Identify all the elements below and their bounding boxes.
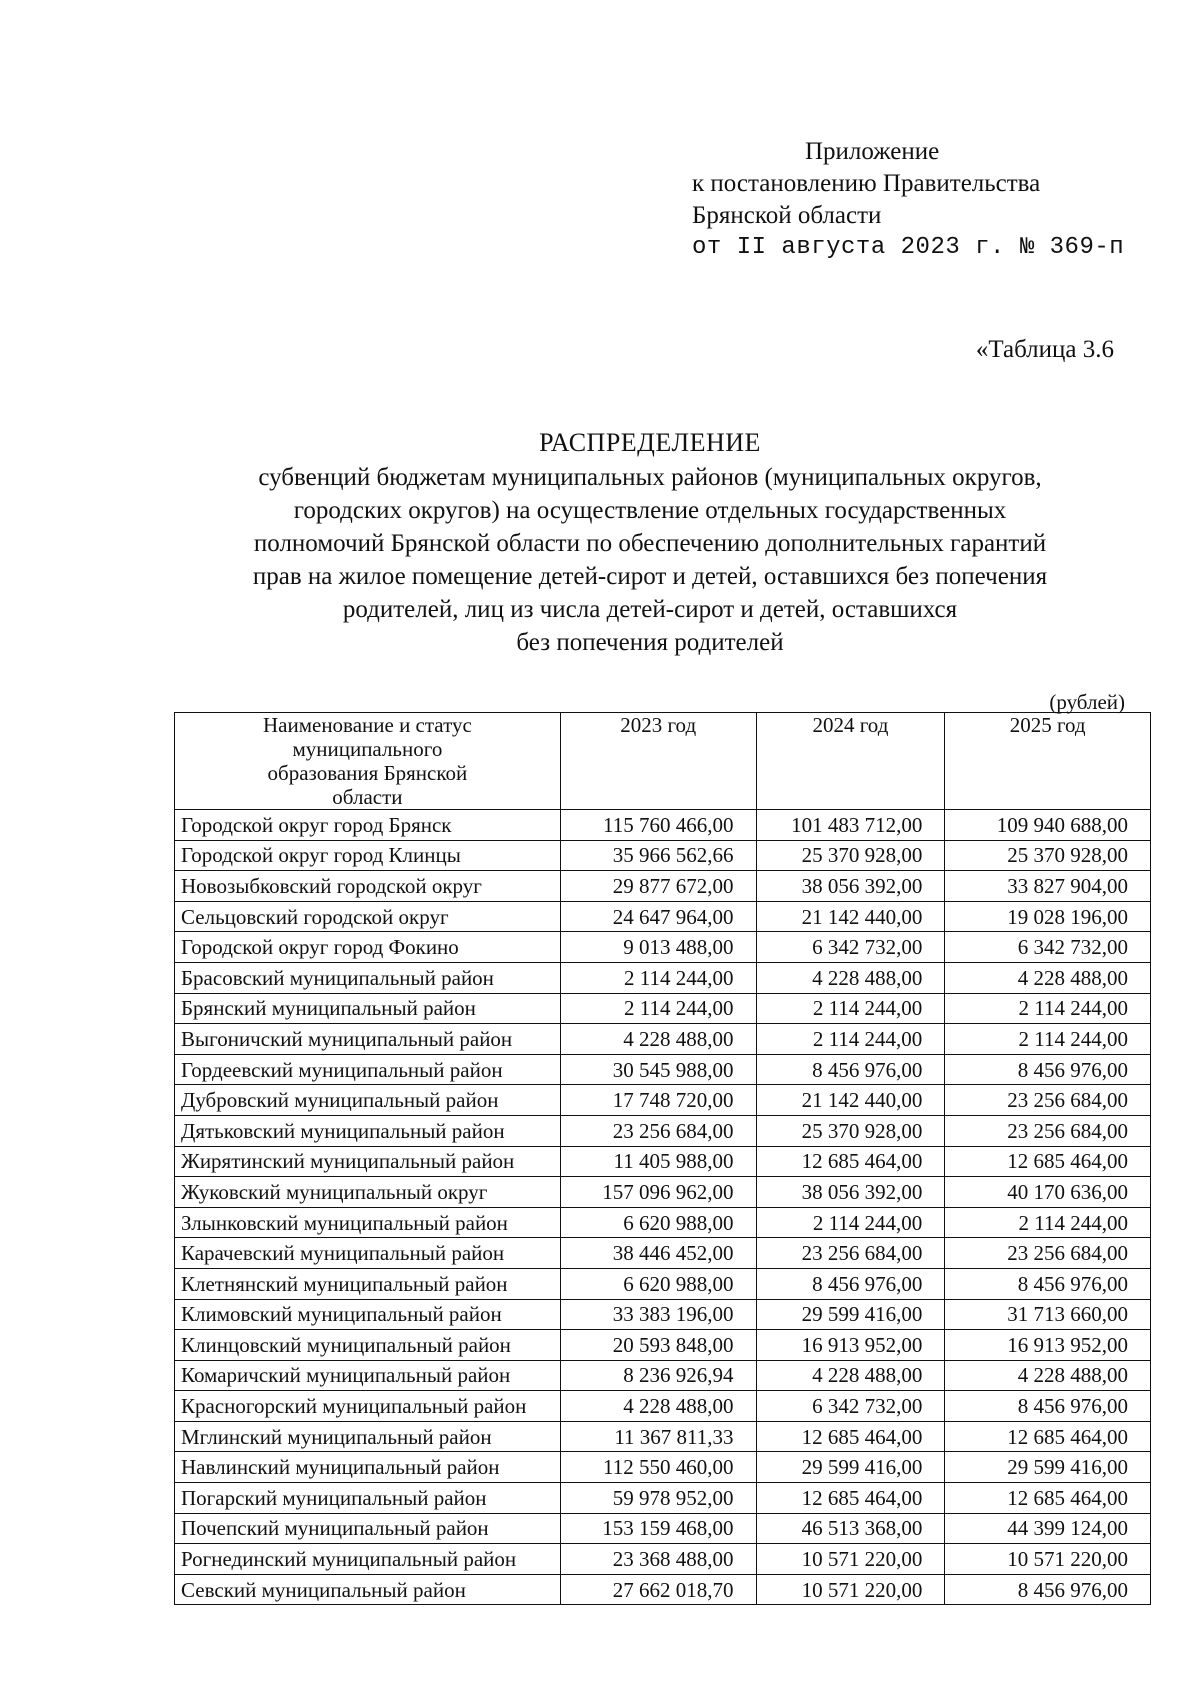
cell-2024: 12 685 464,00	[756, 1146, 945, 1177]
cell-2023: 11 405 988,00	[560, 1146, 756, 1177]
cell-2023: 17 748 720,00	[560, 1085, 756, 1116]
header-municipality: Наименование и статус муниципального образования Брянской области	[175, 713, 561, 810]
cell-2025: 31 713 660,00	[945, 1299, 1151, 1330]
table-row	[175, 1513, 1151, 1544]
cell-2025: 29 599 416,00	[945, 1452, 1151, 1483]
cell-2025: 2 114 244,00	[945, 1024, 1151, 1055]
cell-2025: 2 114 244,00	[945, 1207, 1151, 1238]
table-row	[175, 1299, 1151, 1330]
cell-2023: 23 368 488,00	[560, 1544, 756, 1575]
cell-2024: 46 513 368,00	[756, 1513, 945, 1544]
cell-municipality: Брасовский муниципальный район	[175, 962, 561, 993]
cell-2025: 44 399 124,00	[945, 1513, 1151, 1544]
cell-2023: 112 550 460,00	[560, 1452, 756, 1483]
table-row	[175, 932, 1151, 963]
units-label: (рублей)	[1049, 690, 1125, 714]
cell-2024: 8 456 976,00	[756, 1054, 945, 1085]
table-row	[175, 1268, 1151, 1299]
cell-2025: 12 685 464,00	[945, 1421, 1151, 1452]
cell-2023: 153 159 468,00	[560, 1513, 756, 1544]
cell-municipality: Городской округ город Клинцы	[175, 840, 561, 871]
table-row	[175, 901, 1151, 932]
cell-2023: 115 760 466,00	[560, 810, 756, 841]
cell-2023: 23 256 684,00	[560, 1115, 756, 1146]
cell-municipality: Почепский муниципальный район	[175, 1513, 561, 1544]
cell-2023: 2 114 244,00	[560, 993, 756, 1024]
cell-municipality: Севский муниципальный район	[175, 1574, 561, 1605]
table-row	[175, 840, 1151, 871]
cell-2023: 11 367 811,33	[560, 1421, 756, 1452]
cell-2024: 6 342 732,00	[756, 932, 945, 963]
appendix-reference: к постановлению Правительства	[692, 170, 1041, 197]
cell-2025: 33 827 904,00	[945, 871, 1151, 902]
cell-2024: 12 685 464,00	[756, 1483, 945, 1514]
subtitle-line: прав на жилое помещение детей-сирот и детей, оставшихся без попечения	[252, 563, 1048, 590]
cell-municipality: Дятьковский муниципальный район	[175, 1115, 561, 1146]
table-header-row	[175, 713, 1151, 810]
document-subtitle	[150, 461, 1150, 659]
cell-municipality: Навлинский муниципальный район	[175, 1452, 561, 1483]
cell-2025: 23 256 684,00	[945, 1238, 1151, 1269]
cell-2025: 109 940 688,00	[945, 810, 1151, 841]
cell-2024: 4 228 488,00	[756, 1360, 945, 1391]
cell-municipality: Рогнединский муниципальный район	[175, 1544, 561, 1575]
cell-2024: 2 114 244,00	[756, 1207, 945, 1238]
header-2024: 2024 год	[756, 713, 945, 810]
cell-2024: 8 456 976,00	[756, 1268, 945, 1299]
table-row	[175, 993, 1151, 1024]
table-row	[175, 1574, 1151, 1605]
cell-2024: 29 599 416,00	[756, 1452, 945, 1483]
cell-2023: 8 236 926,94	[560, 1360, 756, 1391]
cell-2024: 25 370 928,00	[756, 840, 945, 871]
cell-2024: 12 685 464,00	[756, 1421, 945, 1452]
cell-2023: 24 647 964,00	[560, 901, 756, 932]
cell-2025: 4 228 488,00	[945, 962, 1151, 993]
cell-2023: 33 383 196,00	[560, 1299, 756, 1330]
cell-2025: 2 114 244,00	[945, 993, 1151, 1024]
cell-municipality: Сельцовский городской округ	[175, 901, 561, 932]
cell-2024: 6 342 732,00	[756, 1391, 945, 1422]
table-row	[175, 1360, 1151, 1391]
cell-2024: 21 142 440,00	[756, 1085, 945, 1116]
cell-municipality: Погарский муниципальный район	[175, 1483, 561, 1514]
cell-2024: 25 370 928,00	[756, 1115, 945, 1146]
cell-2024: 10 571 220,00	[756, 1544, 945, 1575]
table-row	[175, 871, 1151, 902]
table-row	[175, 1544, 1151, 1575]
cell-2023: 157 096 962,00	[560, 1177, 756, 1208]
cell-2025: 8 456 976,00	[945, 1574, 1151, 1605]
cell-municipality: Карачевский муниципальный район	[175, 1238, 561, 1269]
cell-2025: 12 685 464,00	[945, 1483, 1151, 1514]
table-row	[175, 1207, 1151, 1238]
cell-2025: 8 456 976,00	[945, 1391, 1151, 1422]
cell-2024: 2 114 244,00	[756, 993, 945, 1024]
table-row	[175, 1054, 1151, 1085]
cell-2024: 2 114 244,00	[756, 1024, 945, 1055]
cell-municipality: Климовский муниципальный район	[175, 1299, 561, 1330]
cell-municipality: Гордеевский муниципальный район	[175, 1054, 561, 1085]
cell-municipality: Городской округ город Фокино	[175, 932, 561, 963]
document-title: РАСПРЕДЕЛЕНИЕ	[539, 428, 761, 457]
cell-2023: 20 593 848,00	[560, 1330, 756, 1361]
table-label: «Таблица 3.6	[975, 336, 1114, 363]
cell-2025: 4 228 488,00	[945, 1360, 1151, 1391]
cell-2024: 38 056 392,00	[756, 1177, 945, 1208]
cell-2025: 16 913 952,00	[945, 1330, 1151, 1361]
cell-2023: 35 966 562,66	[560, 840, 756, 871]
cell-municipality: Жирятинский муниципальный район	[175, 1146, 561, 1177]
table-row	[175, 1024, 1151, 1055]
table-row	[175, 1085, 1151, 1116]
table-row	[175, 1391, 1151, 1422]
appendix-title: Приложение	[805, 138, 940, 165]
cell-2024: 10 571 220,00	[756, 1574, 945, 1605]
table-row	[175, 1452, 1151, 1483]
cell-2023: 30 545 988,00	[560, 1054, 756, 1085]
header-2025: 2025 год	[945, 713, 1151, 810]
cell-municipality: Брянский муниципальный район	[175, 993, 561, 1024]
cell-2023: 2 114 244,00	[560, 962, 756, 993]
appendix-block	[692, 136, 1124, 264]
cell-municipality: Новозыбковский городской округ	[175, 871, 561, 902]
cell-2023: 9 013 488,00	[560, 932, 756, 963]
subtitle-line: без попечения родителей	[516, 629, 784, 656]
cell-2025: 10 571 220,00	[945, 1544, 1151, 1575]
subtitle-line: полномочий Брянской области по обеспечению дополнительных гарантий	[253, 530, 1047, 557]
cell-2025: 40 170 636,00	[945, 1177, 1151, 1208]
cell-2023: 38 446 452,00	[560, 1238, 756, 1269]
cell-municipality: Выгоничский муниципальный район	[175, 1024, 561, 1055]
cell-2023: 29 877 672,00	[560, 871, 756, 902]
cell-2023: 4 228 488,00	[560, 1024, 756, 1055]
cell-2024: 29 599 416,00	[756, 1299, 945, 1330]
cell-municipality: Дубровский муниципальный район	[175, 1085, 561, 1116]
table-row	[175, 810, 1151, 841]
header-2023: 2023 год	[560, 713, 756, 810]
cell-municipality: Мглинский муниципальный район	[175, 1421, 561, 1452]
distribution-table	[174, 712, 1151, 1605]
cell-2025: 19 028 196,00	[945, 901, 1151, 932]
cell-2023: 27 662 018,70	[560, 1574, 756, 1605]
subtitle-line: родителей, лиц из числа детей-сирот и детей, оставшихся	[342, 596, 958, 623]
cell-2024: 23 256 684,00	[756, 1238, 945, 1269]
cell-municipality: Злынковский муниципальный район	[175, 1207, 561, 1238]
table-row	[175, 962, 1151, 993]
table-row	[175, 1177, 1151, 1208]
table-row	[175, 1421, 1151, 1452]
cell-2024: 21 142 440,00	[756, 901, 945, 932]
cell-2025: 25 370 928,00	[945, 840, 1151, 871]
cell-2023: 59 978 952,00	[560, 1483, 756, 1514]
cell-2024: 4 228 488,00	[756, 962, 945, 993]
cell-2024: 16 913 952,00	[756, 1330, 945, 1361]
cell-2023: 6 620 988,00	[560, 1207, 756, 1238]
cell-2025: 8 456 976,00	[945, 1054, 1151, 1085]
subtitle-line: субвенций бюджетам муниципальных районов (муниципальных округов,	[258, 464, 1042, 491]
cell-2025: 12 685 464,00	[945, 1146, 1151, 1177]
cell-municipality: Клетнянский муниципальный район	[175, 1268, 561, 1299]
cell-2024: 38 056 392,00	[756, 871, 945, 902]
cell-2025: 23 256 684,00	[945, 1115, 1151, 1146]
cell-municipality: Клинцовский муниципальный район	[175, 1330, 561, 1361]
cell-municipality: Красногорский муниципальный район	[175, 1391, 561, 1422]
cell-2023: 4 228 488,00	[560, 1391, 756, 1422]
cell-municipality: Комаричский муниципальный район	[175, 1360, 561, 1391]
cell-2025: 8 456 976,00	[945, 1268, 1151, 1299]
table-body	[175, 810, 1151, 1605]
cell-municipality: Жуковский муниципальный округ	[175, 1177, 561, 1208]
cell-2025: 6 342 732,00	[945, 932, 1151, 963]
cell-municipality: Городской округ город Брянск	[175, 810, 561, 841]
appendix-date-number: от II августа 2023 г. № 369-п	[692, 234, 1125, 261]
subtitle-line: городских округов) на осуществление отдельных государственных	[293, 497, 1007, 524]
appendix-region: Брянской области	[692, 202, 882, 229]
table-row	[175, 1115, 1151, 1146]
cell-2024: 101 483 712,00	[756, 810, 945, 841]
cell-2023: 6 620 988,00	[560, 1268, 756, 1299]
table-row	[175, 1238, 1151, 1269]
table-row	[175, 1330, 1151, 1361]
table-row	[175, 1146, 1151, 1177]
cell-2025: 23 256 684,00	[945, 1085, 1151, 1116]
table-row	[175, 1483, 1151, 1514]
